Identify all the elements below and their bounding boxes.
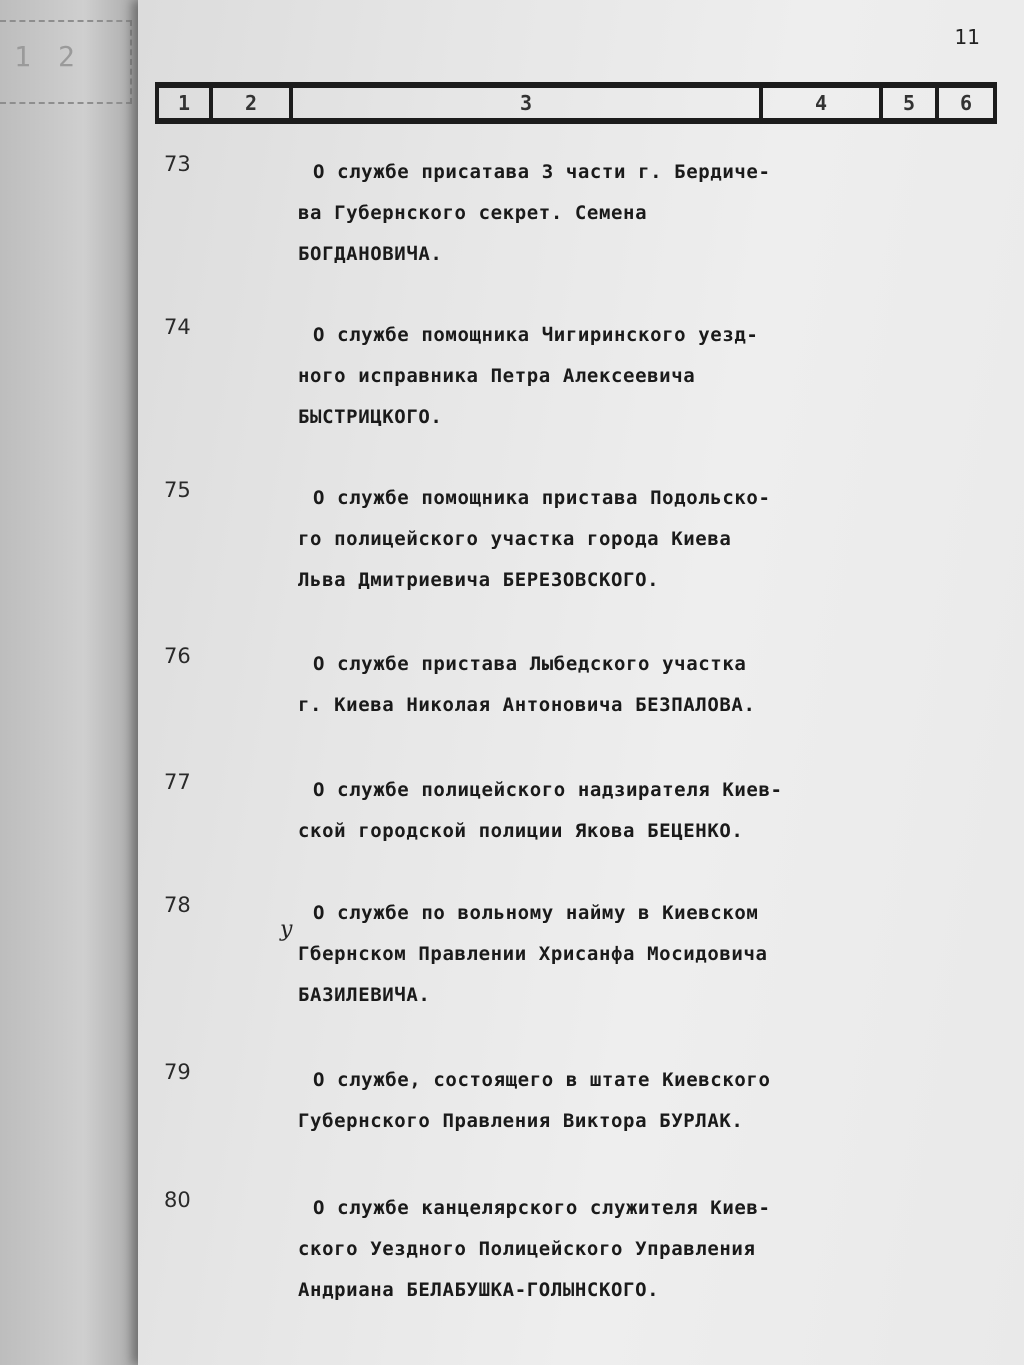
entry-line: О службе, состоящего в штате Киевского xyxy=(313,1069,771,1091)
entry-line: БЫСТРИЦКОГО. xyxy=(298,406,443,428)
entry-text xyxy=(298,893,818,1016)
main-page xyxy=(138,0,1024,1365)
entry-line: ва Губернского секрет. Семена xyxy=(298,202,648,224)
entry-number: 79 xyxy=(164,1060,191,1084)
left-header-col-2: 2 xyxy=(58,40,75,73)
entry-text xyxy=(298,152,818,275)
entry-line: БАЗИЛЕВИЧА. xyxy=(298,984,431,1006)
entry-number: 76 xyxy=(164,644,191,668)
entry-line: О службе помощника пристава Подольско- xyxy=(313,487,771,509)
entry-line: О службе канцелярского служителя Киев- xyxy=(313,1197,771,1219)
column-header-6: 6 xyxy=(959,91,973,115)
entry-line: ского Уездного Полицейского Управления xyxy=(298,1238,756,1260)
entry-line: БОГДАНОВИЧА. xyxy=(298,243,443,265)
column-header-3: 3 xyxy=(293,88,763,118)
column-header-2: 2 xyxy=(213,88,293,118)
entry-line: Губернского Правления Виктора БУРЛАК. xyxy=(298,1110,744,1132)
entry-text xyxy=(298,1188,818,1311)
entry-text xyxy=(298,1060,818,1142)
entry-line: О службе полицейского надзирателя Киев- xyxy=(313,779,783,801)
entry-text xyxy=(298,770,818,852)
entry-line: Гбернском Правлении Хрисанфа Мосидовича xyxy=(298,943,768,965)
entry-text xyxy=(298,315,818,438)
left-header-col-1: 1 xyxy=(14,40,31,73)
entry-line: ного исправника Петра Алексеевича xyxy=(298,365,696,387)
page-number: 11 xyxy=(954,25,980,49)
entry-number: 78 xyxy=(164,893,191,917)
entry-number: 73 xyxy=(164,152,191,176)
column-header-4: 4 xyxy=(763,88,883,118)
entry-number: 77 xyxy=(164,770,191,794)
entry-line: г. Киева Николая Антоновича БЕЗПАЛОВА. xyxy=(298,694,756,716)
entry-line: Льва Дмитриевича БЕРЕЗОВСКОГО. xyxy=(298,569,660,591)
column-header-5: 5 xyxy=(883,88,939,118)
entry-line: О службе помощника Чигиринского уезд- xyxy=(313,324,759,346)
entry-number: 74 xyxy=(164,315,191,339)
entry-text xyxy=(298,644,818,726)
entry-number: 80 xyxy=(164,1188,191,1212)
column-header-row xyxy=(155,82,997,124)
column-header-1: 1 xyxy=(159,88,213,118)
entry-line: Андриана БЕЛАБУШКА-ГОЛЫНСКОГО. xyxy=(298,1279,660,1301)
entry-text xyxy=(298,478,818,601)
entry-line: ской городской полиции Якова БЕЦЕНКО. xyxy=(298,820,744,842)
entry-line: О службе по вольному найму в Киевском xyxy=(313,902,759,924)
entry-line: О службе пристава Лыбедского участка xyxy=(313,653,747,675)
entry-number: 75 xyxy=(164,478,191,502)
entry-line: го полицейского участка города Киева xyxy=(298,528,732,550)
left-page-header xyxy=(0,20,132,104)
handwritten-correction: у xyxy=(280,917,293,942)
left-page xyxy=(0,0,140,1365)
entry-line: О службе присатава 3 части г. Бердиче- xyxy=(313,161,771,183)
